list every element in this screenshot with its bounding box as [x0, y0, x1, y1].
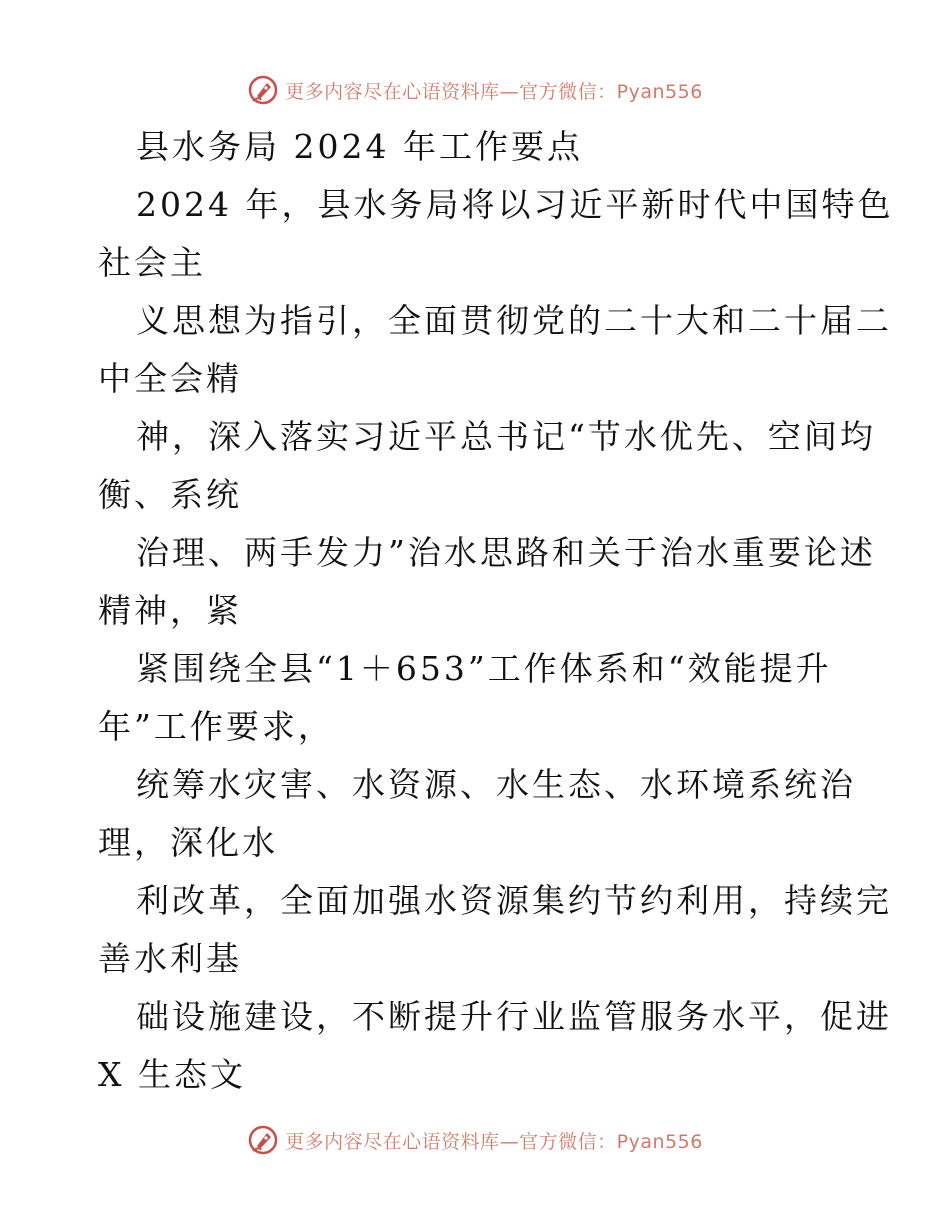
- text-line: 神，深入落实习近平总书记“节水优先、空间均: [136, 417, 876, 456]
- text-line: 义思想为指引，全面贯彻党的二十大和二十届二: [136, 301, 892, 340]
- text-line: 中全会精: [98, 359, 242, 398]
- pen-nib-logo-icon: [247, 1124, 279, 1156]
- text-line: 统筹水灾害、水资源、水生态、水环境系统治: [136, 765, 856, 804]
- text-line: 2024 年，县水务局将以习近平新时代中国特色: [136, 185, 894, 224]
- header-banner: [0, 72, 950, 108]
- document-body: [98, 118, 894, 1104]
- text-line: 础设施建设，不断提升行业监管服务水平，促进: [136, 997, 892, 1036]
- footer-banner: [0, 1122, 950, 1158]
- text-line: X 生态文: [98, 1055, 246, 1094]
- text-line: 衡、系统: [98, 475, 242, 514]
- text-line: 治理、两手发力”治水思路和关于治水重要论述: [136, 533, 876, 572]
- pen-nib-logo-icon: [247, 74, 279, 106]
- text-line: 紧围绕全县“1＋653”工作体系和“效能提升: [136, 649, 832, 688]
- footer-banner-text: 更多内容尽在心语资料库—官方微信：Pyan556: [285, 1130, 703, 1153]
- text-line: 理，深化水: [98, 823, 278, 862]
- header-banner-text: 更多内容尽在心语资料库—官方微信：Pyan556: [285, 80, 703, 103]
- text-line: 精神，紧: [98, 591, 242, 630]
- text-line: 善水利基: [98, 939, 242, 978]
- text-line: 社会主: [98, 243, 206, 282]
- document-title: 县水务局 2024 年工作要点: [136, 127, 583, 166]
- text-line: 利改革，全面加强水资源集约节约利用，持续完: [136, 881, 892, 920]
- text-line: 年”工作要求，: [98, 707, 334, 746]
